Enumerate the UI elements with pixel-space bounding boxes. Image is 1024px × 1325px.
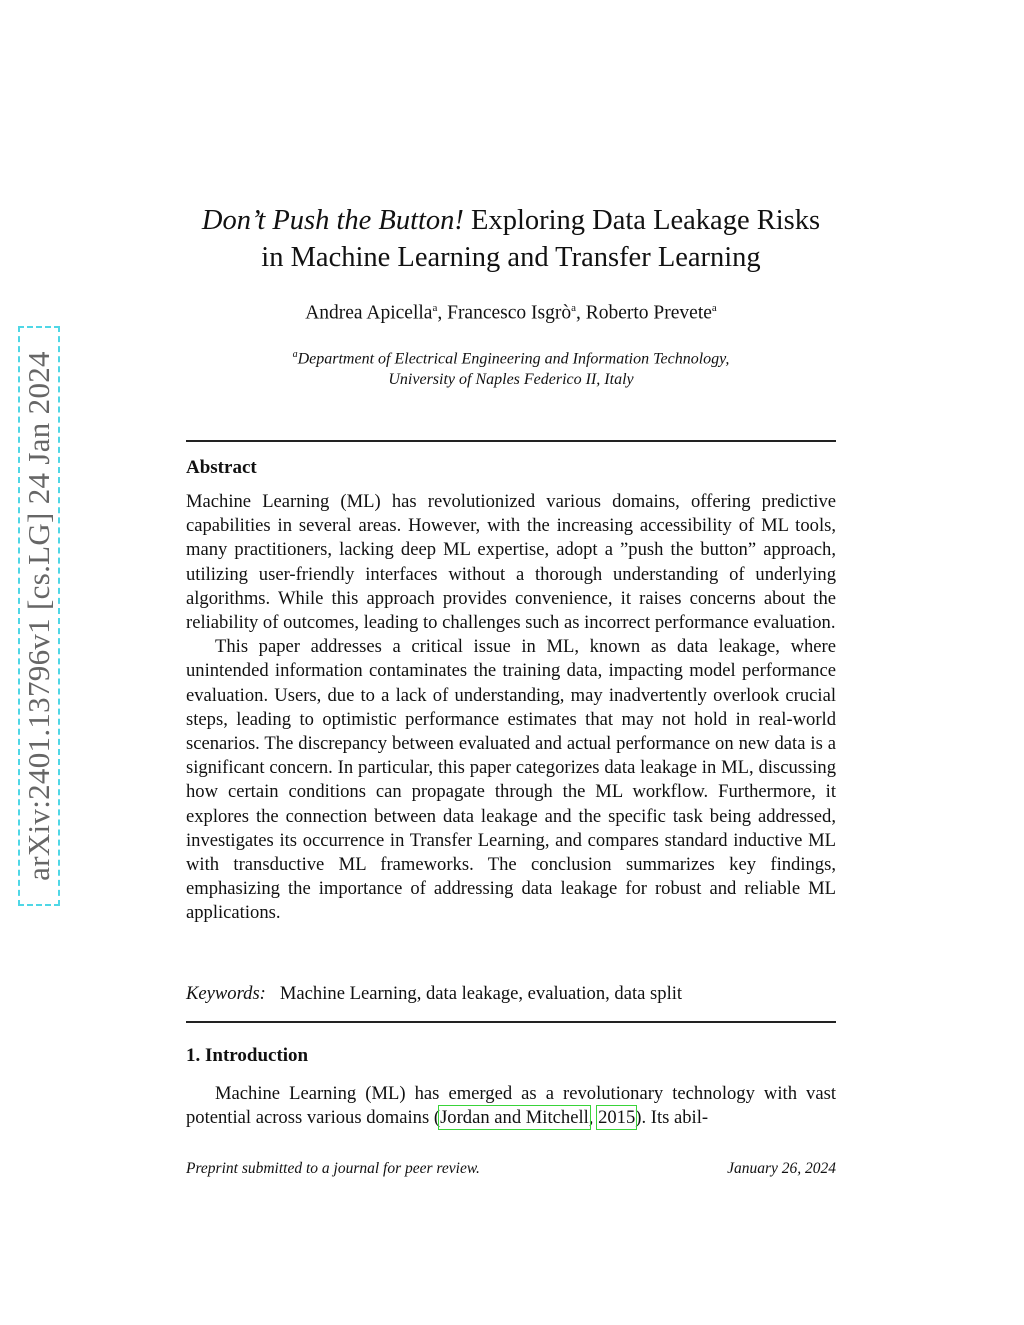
- title-italic-part: Don’t Push the Button!: [201, 205, 464, 236]
- footer-date: January 26, 2024: [727, 1160, 836, 1177]
- footer-preprint-note: Preprint submitted to a journal for peer review.: [186, 1160, 480, 1177]
- affiliation: [186, 344, 836, 390]
- title-line2: in Machine Learning and Transfer Learning: [261, 242, 761, 273]
- abstract-heading: Abstract: [186, 457, 257, 478]
- author-name: Roberto Prevete: [585, 302, 712, 324]
- paper-title: [186, 202, 836, 276]
- keywords-value: Machine Learning, data leakage, evaluation, data split: [279, 983, 683, 1004]
- abstract-paragraph-1: Machine Learning (ML) has revolutionized various domains, offering predictive capabilities in several areas. However, with the increasing accessibility of ML tools, many practitioners, lacking deep ML expertise, adopt a ”push the button” approach, utilizing user-friendly interfaces without a thorough understanding of underlying algorithms. While this approach provides convenience, it raises concerns about the reliability of outcomes, leading to challenges such as incorrect performance evaluation.: [186, 491, 836, 634]
- author-list: Andrea Apicella$^a$, Francesco Isgrò$^a$, Roberto Prevete$^a$: [305, 302, 717, 324]
- affiliation-line2: University of Naples Federico II, Italy: [388, 371, 634, 389]
- citation-year-link[interactable]: 2015: [598, 1107, 636, 1129]
- affiliation-mark: a: [292, 349, 298, 360]
- section-heading-introduction: 1. Introduction: [186, 1045, 309, 1066]
- intro-text-after: ). Its abil-: [635, 1107, 709, 1129]
- intro-text-before: Machine Learning (ML) has emerged as a revolutionary technology with vast potential across various domains (: [186, 1083, 836, 1129]
- citation-authors-link[interactable]: Jordan and Mitchell: [440, 1107, 589, 1129]
- citation-separator: ,: [588, 1107, 599, 1129]
- arxiv-identifier: arXiv:2401.13796v1 [cs.LG] 24 Jan 2024: [21, 351, 56, 881]
- page-footer: [186, 1160, 836, 1178]
- keywords: [186, 983, 836, 1005]
- author-name: Francesco Isgrò: [447, 302, 572, 324]
- affiliation-line1: Department of Electrical Engineering and Information Technology,: [297, 350, 730, 368]
- introduction-body: [186, 1082, 836, 1130]
- abstract-top-rule: [186, 440, 836, 442]
- abstract-body: [186, 490, 836, 926]
- title-line1-rest: Exploring Data Leakage Risks: [471, 205, 821, 236]
- abstract-paragraph-2: This paper addresses a critical issue in ML, known as data leakage, where unintended information contaminates the training data, impacting model performance evaluation. Users, due to a lack of understanding, may inadvertently overlook crucial steps, leading to optimistic performance estimates that may not hold in real-world scenarios. The discrepancy between evaluated and actual performance on new data is a significant concern. In particular, this paper categorizes data leakage in ML, discussing how certain conditions can propagate through the ML workflow. Furthermore, it explores the connection between data leakage and the specific task being addressed, investigates its occurrence in Transfer Learning, and compares standard inductive ML with transductive ML frameworks. The conclusion summarizes key findings, emphasizing the importance of addressing data leakage for robust and reliable ML applications.: [186, 636, 836, 924]
- keywords-label: Keywords:: [186, 983, 266, 1004]
- abstract-bottom-rule: [186, 1021, 836, 1023]
- author-name: Andrea Apicella: [305, 302, 433, 324]
- author-affil-mark: a: [571, 302, 576, 314]
- introduction-paragraph: [186, 1082, 836, 1130]
- arxiv-identifier-stamp: [18, 326, 60, 906]
- author-affil-mark: a: [432, 302, 438, 314]
- author-affil-mark: a: [711, 302, 717, 314]
